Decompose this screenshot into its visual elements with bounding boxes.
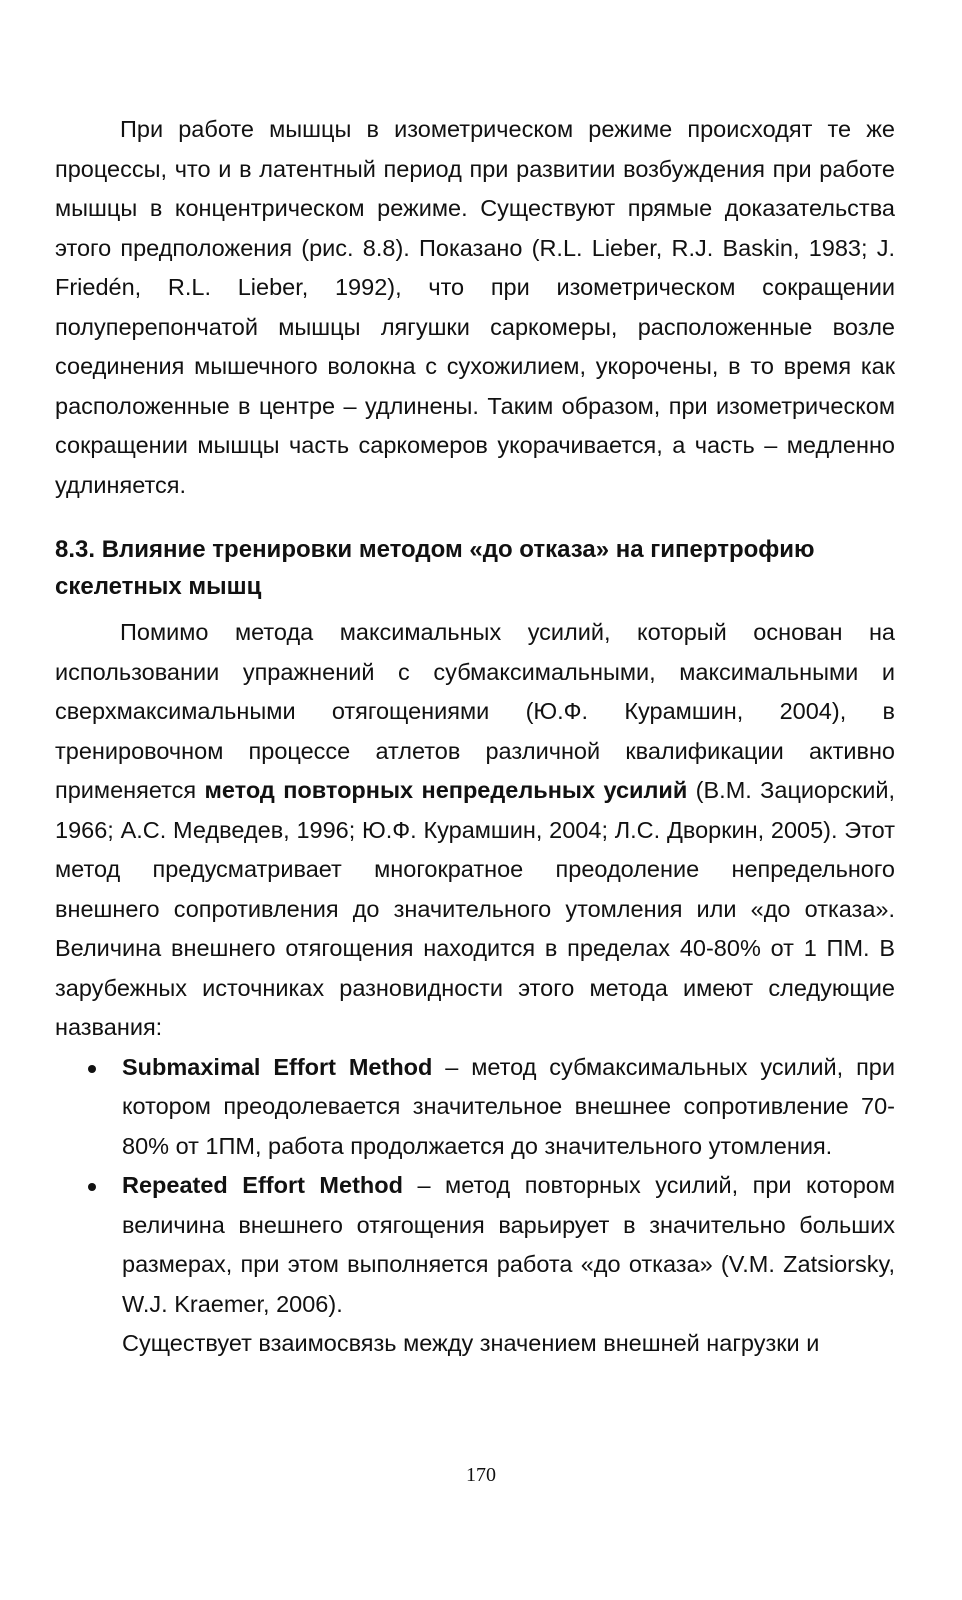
- method-list: [55, 1048, 895, 1325]
- paragraph-bold-term: метод повторных непредельных усилий: [204, 777, 688, 803]
- page-number: 170: [466, 1464, 496, 1486]
- list-item-term: Repeated Effort Method: [122, 1172, 403, 1198]
- paragraph-isometric: При работе мышцы в изометрическом режиме происходят те же процессы, что и в латентный период при развитии возбуждения при работе мышцы в концентрическом режиме. Существуют прямые доказательства этого предположения (рис. 8.8). Показано (R.L. Lieber, R.J. Baskin, 1983; J. Friedén, R.L. Lieber, 1992), что при изометрическом сокращении полуперепончатой мышцы лягушки саркомеры, расположенные возле соединения мышечного волокна с сухожилием, укорочены, в то время как расположенные в центре – удлинены. Таким образом, при изометрическом сокращении мышцы часть саркомеров укорачивается, а часть – медленно удлиняется.: [55, 116, 895, 498]
- section-heading: 8.3. Влияние тренировки методом «до отказа» на гипертрофию скелетных мышц: [55, 536, 815, 600]
- page-content: [55, 110, 895, 1364]
- list-item-term: Submaximal Effort Method: [122, 1053, 433, 1080]
- list-item-text: – метод субмаксимальных усилий, при котором преодолевается значительное внешнее сопротивление 70-80% от 1ПМ, работа продолжается до значительного утомления.: [122, 1053, 895, 1159]
- paragraph-text-before: Помимо метода максимальных усилий, который основан на использовании упражнений с субмаксимальными, максимальными и сверхмаксимальными отягощениями (Ю.Ф. Курамшин, 2004), в тренировочном процессе атлетов различной квалификации активно применяется: [55, 619, 895, 803]
- bullet-icon: [88, 1065, 96, 1073]
- bullet-icon: [88, 1183, 96, 1191]
- list-item-text: – метод повторных усилий, при котором величина внешнего отягощения варьирует в значительно больших размерах, при этом выполняется работа «до отказа» (V.M. Zatsiorsky, W.J. Kraemer, 2006).: [122, 1172, 895, 1317]
- list-item: [55, 1166, 895, 1324]
- continuing-paragraph: Существует взаимосвязь между значением внешней нагрузки и: [122, 1330, 820, 1356]
- paragraph-text-after: (В.М. Зациорский, 1966; А.С. Медведев, 1996; Ю.Ф. Курамшин, 2004; Л.С. Дворкин, 2005). Этот метод предусматривает многократное преодоление непредельного внешнего сопротивления до значительного утомления или «до отказа». Величина внешнего отягощения находится в пределах 40-80% от 1 ПМ. В зарубежных источниках разновидности этого метода имеют следующие названия:: [55, 777, 895, 1040]
- paragraph-repeated-efforts: [55, 613, 895, 1048]
- list-item: [55, 1048, 895, 1167]
